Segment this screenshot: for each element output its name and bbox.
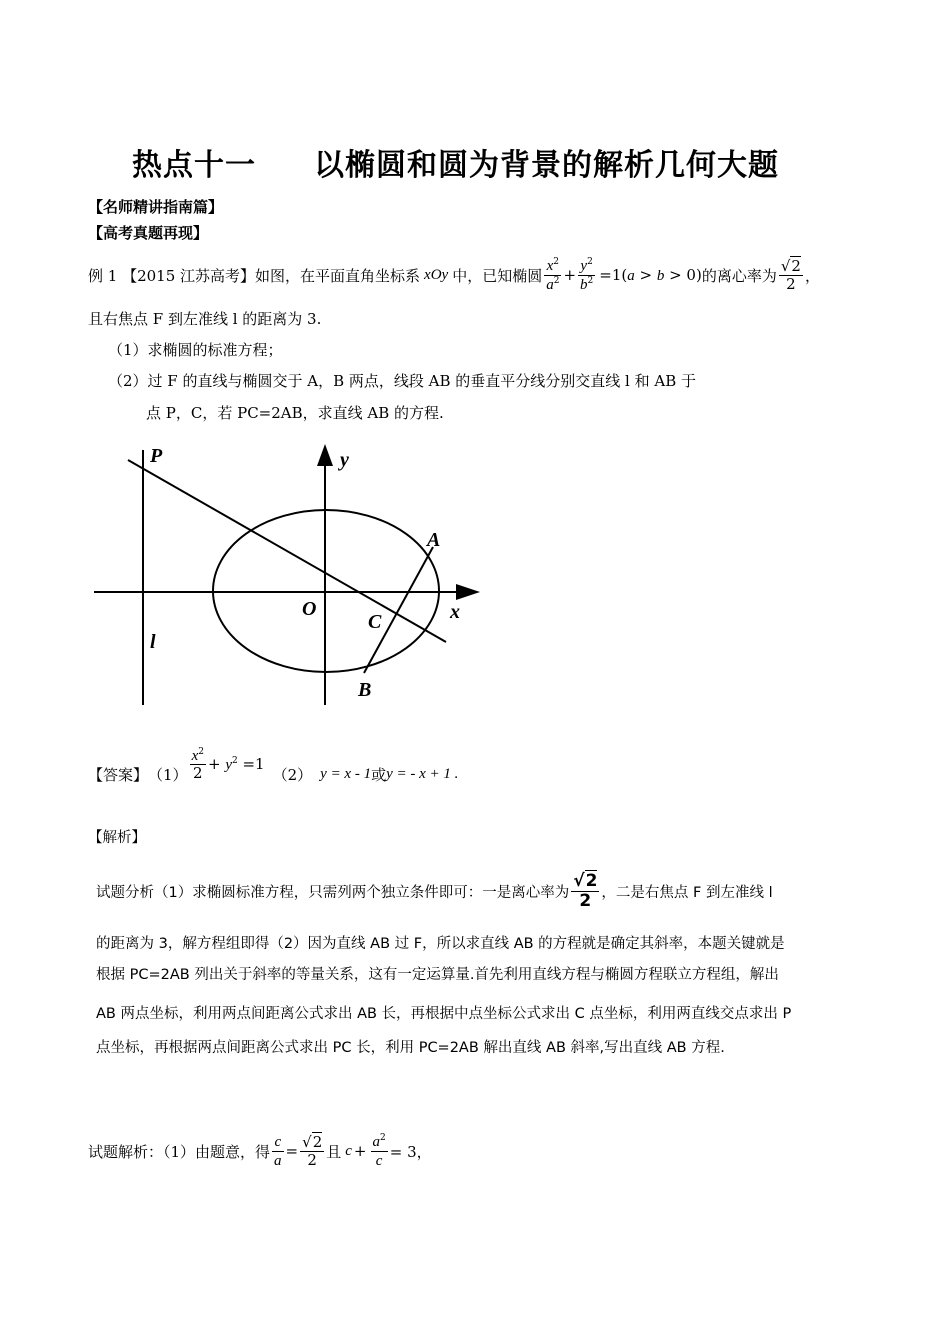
solution-frac-ca: $\frac{c}{a}$ bbox=[274, 1134, 282, 1169]
answer-label: 【答案】 bbox=[88, 765, 149, 784]
solution-tail: = 3， bbox=[389, 1142, 432, 1161]
analysis-line2: 的距离为 3，解方程组即得（2）因为直线 AB 过 F，所以求直线 AB 的方程就是确定其斜率，本题关键就是 bbox=[96, 936, 785, 952]
section-real-exam: 【高考真题再现】 bbox=[88, 224, 209, 242]
answer-eq-b: y = - x + 1 . bbox=[386, 765, 459, 782]
problem-line1: 例 1 【2015 江苏高考】如图，在平面直角坐标系 xOy 中，已知椭圆 $\frac{x^2}{a^2}$ + $\frac{y^2}{b^2}$ =1(a > b > 0) 的离心率为 $\frac{√2}{2}$ ， bbox=[88, 257, 820, 293]
answer-part1: （1） bbox=[148, 765, 188, 784]
label-x: x bbox=[450, 601, 460, 623]
page-title bbox=[132, 140, 779, 184]
analysis-label: 【解析】 bbox=[88, 830, 146, 846]
solution-and: 且 bbox=[326, 1142, 342, 1161]
title-part2: 以椭圆和圆为背景的解析几何大题 bbox=[314, 148, 779, 183]
problem-mid: 中，已知椭圆 bbox=[452, 266, 543, 285]
answer-part2: （2） bbox=[272, 765, 313, 784]
analysis-line1a: 试题分析（1）求椭圆标准方程，只需列两个独立条件即可：一是离心率为 bbox=[96, 884, 570, 901]
label-p: P bbox=[150, 445, 163, 467]
analysis-line3: 根据 PC=2AB 列出关于斜率的等量关系，这有一定运算量.首先利用直线方程与椭圆方程联立方程组，解出 bbox=[96, 967, 779, 983]
y-axis-arrow bbox=[317, 444, 333, 466]
solution-line: 试题解析：（1）由题意，得 $\frac{c}{a}$ = $\frac{√2}{2}$ 且 c + $\frac{a^2}{c}$ = 3， bbox=[88, 1133, 432, 1169]
problem-comma: ， bbox=[804, 266, 820, 285]
label-o: O bbox=[302, 598, 317, 620]
analysis-line4: AB 两点坐标，利用两点间距离公式求出 AB 长，再根据中点坐标公式求出 C 点坐标，利用两直线交点求出 P bbox=[96, 1006, 792, 1022]
solution-frac-a2c: $\frac{a^2}{c}$ bbox=[372, 1133, 386, 1169]
analysis-line1 bbox=[96, 866, 773, 916]
solution-label: 试题解析：（1）由题意，得 bbox=[88, 1142, 271, 1161]
problem-line2: 且右焦点 F 到左准线 l 的距离为 3. bbox=[88, 310, 322, 328]
ellipse-frac-x: $\frac{x^2}{a^2}$ bbox=[546, 257, 560, 293]
problem-intro: 例 1 【2015 江苏高考】如图，在平面直角坐标系 bbox=[88, 266, 421, 285]
bisector-line-pc bbox=[128, 460, 446, 642]
label-c: C bbox=[368, 611, 382, 633]
analysis-line5: 点坐标，再根据两点间距离公式求出 PC 长，利用 PC=2AB 解出直线 AB 斜率,写出直线 AB 方程. bbox=[96, 1040, 725, 1056]
solution-frac-sqrt: $\frac{√2}{2}$ bbox=[302, 1133, 323, 1169]
analysis-frac: $\frac{√2}{2}$ bbox=[573, 870, 598, 911]
ellipse-figure bbox=[88, 440, 488, 710]
answer-frac: $\frac{x^2}{2}$ bbox=[191, 746, 204, 782]
ellipse-frac-y: $\frac{y^2}{b^2}$ bbox=[580, 257, 594, 293]
question-1: （1）求椭圆的标准方程； bbox=[108, 341, 283, 359]
question-2-cont: 点 P，C，若 PC=2AB，求直线 AB 的方程. bbox=[146, 404, 444, 422]
label-l: l bbox=[150, 631, 156, 653]
eccentricity-frac: $\frac{√2}{2}$ bbox=[780, 257, 801, 293]
answer-line: 【答案】 （1） $\frac{x^2}{2}$ + $y^2 =1$ （2） y = x - 1 或 y = - x + 1 . bbox=[88, 746, 459, 784]
label-a: A bbox=[427, 529, 441, 551]
label-b: B bbox=[358, 679, 372, 701]
title-part1: 热点十一 bbox=[132, 148, 256, 183]
question-2: （2）过 F 的直线与椭圆交于 A，B 两点，线段 AB 的垂直平分线分别交直线 l 和 AB 于 bbox=[108, 372, 696, 390]
label-y: y bbox=[340, 449, 349, 471]
analysis-line1b: ，二是右焦点 F 到左准线 l bbox=[601, 884, 773, 901]
answer-eq-a: y = x - 1 bbox=[320, 765, 372, 782]
section-guide: 【名师精讲指南篇】 bbox=[88, 198, 224, 216]
answer-or: 或 bbox=[371, 765, 387, 784]
cond-text: 的离心率为 bbox=[701, 266, 777, 285]
x-axis-arrow bbox=[456, 584, 480, 600]
xoy-label: xOy bbox=[424, 266, 449, 283]
